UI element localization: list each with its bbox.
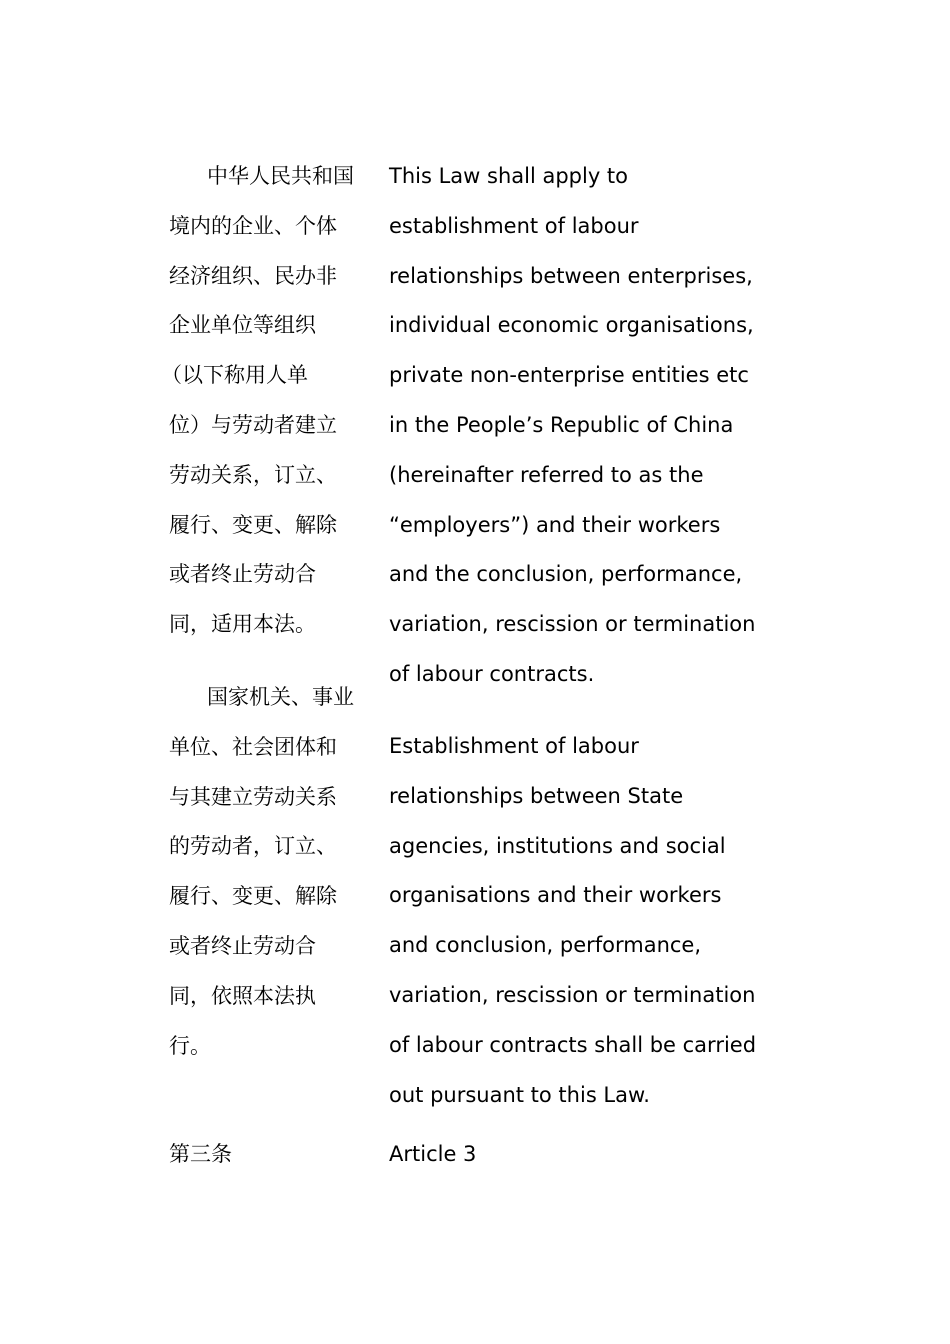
text-line: establishment of labour xyxy=(389,213,639,238)
text-line: 劳动关系，订立、 xyxy=(169,462,337,487)
text-line: 与其建立劳动关系 xyxy=(169,784,337,809)
text-line: variation, rescission or termination xyxy=(389,612,756,637)
text-line: and the conclusion, performance, xyxy=(389,562,743,587)
text-line: 或者终止劳动合 xyxy=(169,562,316,587)
text-line: “employers”) and their workers xyxy=(389,512,721,537)
text-line: (hereinafter referred to as the xyxy=(389,462,704,487)
text-line: 的劳动者，订立、 xyxy=(169,834,337,859)
article-heading-english xyxy=(389,1130,476,1180)
text-line: in the People’s Republic of China xyxy=(389,412,734,437)
text-line: （以下称用人单 xyxy=(161,363,308,388)
text-line: 单位、社会团体和 xyxy=(169,734,337,759)
text-line: 企业单位等组织 xyxy=(169,313,316,338)
text-line: organisations and their workers xyxy=(389,883,722,908)
text-line: 行。 xyxy=(169,1033,211,1058)
text-line: 履行、变更、解除 xyxy=(169,884,337,909)
paragraph-1-chinese xyxy=(161,152,354,650)
text-line: This Law shall apply to xyxy=(389,164,629,188)
text-line: 履行、变更、解除 xyxy=(169,512,337,537)
text-line: 国家机关、事业 xyxy=(207,685,354,709)
text-line: 或者终止劳动合 xyxy=(169,933,316,958)
text-line: agencies, institutions and social xyxy=(389,833,726,858)
text-line: 中华人民共和国 xyxy=(207,164,354,188)
text-line: relationships between State xyxy=(389,783,684,808)
text-line: of labour contracts. xyxy=(389,661,595,686)
paragraph-1-english xyxy=(389,152,755,700)
article-number: 第三条 xyxy=(169,1142,232,1166)
article-number: Article 3 xyxy=(389,1142,477,1166)
text-line: 同，依照本法执 xyxy=(169,983,316,1008)
text-line: variation, rescission or termination xyxy=(389,982,756,1007)
text-line: 经济组织、民办非 xyxy=(169,263,337,288)
text-line: private non-enterprise entities etc xyxy=(389,363,749,388)
text-line: relationships between enterprises, xyxy=(389,263,753,288)
text-line: individual economic organisations, xyxy=(389,313,754,338)
text-line: of labour contracts shall be carried xyxy=(389,1032,757,1057)
text-line: 位）与劳动者建立 xyxy=(169,412,337,437)
paragraph-2-chinese xyxy=(169,673,354,1071)
paragraph-2-english xyxy=(389,722,756,1120)
text-line: and conclusion, performance, xyxy=(389,933,702,958)
text-line: 境内的企业、个体 xyxy=(169,213,337,238)
text-line: out pursuant to this Law. xyxy=(389,1082,650,1107)
text-line: Establishment of labour xyxy=(389,734,639,758)
article-heading-chinese xyxy=(169,1130,232,1180)
text-line: 同，适用本法。 xyxy=(169,612,316,637)
